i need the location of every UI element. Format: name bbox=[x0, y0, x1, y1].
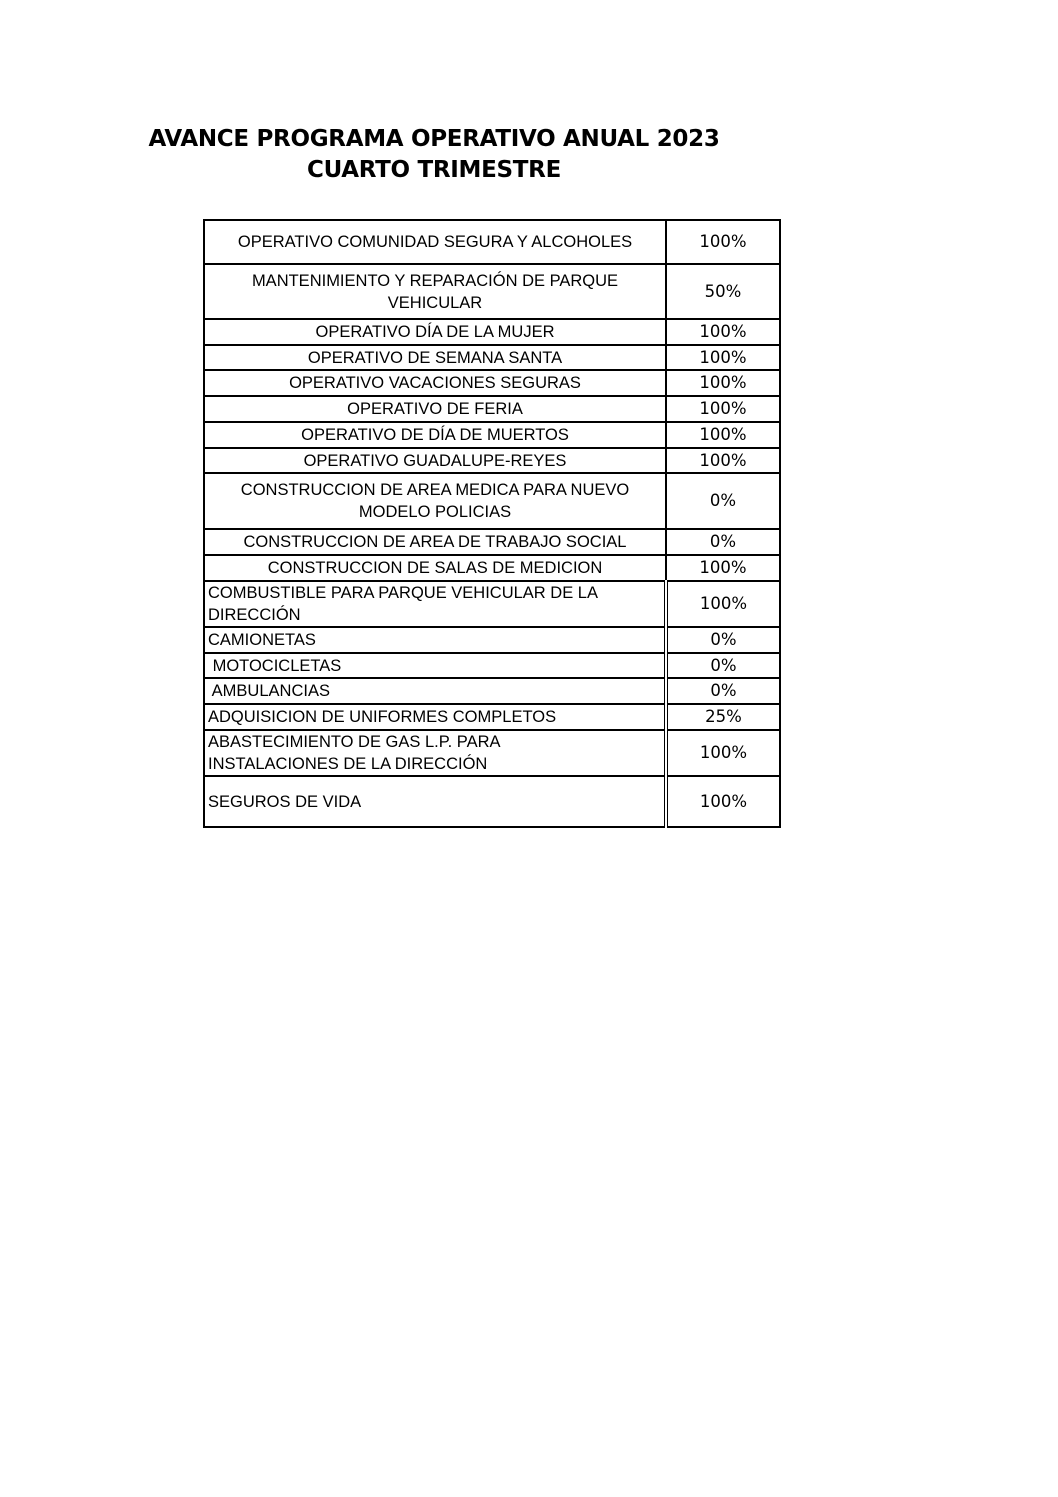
activity-cell: ADQUISICION DE UNIFORMES COMPLETOS bbox=[204, 704, 666, 730]
progress-cell: 100% bbox=[666, 220, 780, 264]
progress-cell: 50% bbox=[666, 264, 780, 319]
activity-cell: CAMIONETAS bbox=[204, 627, 666, 653]
table-row bbox=[204, 319, 780, 345]
table-row bbox=[204, 704, 780, 730]
table-row bbox=[204, 473, 780, 529]
progress-cell: 100% bbox=[666, 319, 780, 345]
table-row bbox=[204, 627, 780, 653]
activity-cell: CONSTRUCCION DE AREA MEDICA PARA NUEVO MODELO POLICIAS bbox=[204, 473, 666, 529]
table-row bbox=[204, 396, 780, 422]
table-row bbox=[204, 555, 780, 581]
table-row bbox=[204, 345, 780, 370]
progress-cell: 0% bbox=[666, 627, 780, 653]
table-row bbox=[204, 422, 780, 448]
activity-cell: SEGUROS DE VIDA bbox=[204, 776, 666, 827]
table-row bbox=[204, 581, 780, 627]
activity-cell: COMBUSTIBLE PARA PARQUE VEHICULAR DE LA DIRECCIÓN bbox=[204, 581, 666, 627]
table-row bbox=[204, 678, 780, 704]
activity-cell: OPERATIVO DE DÍA DE MUERTOS bbox=[204, 422, 666, 448]
table-row bbox=[204, 448, 780, 473]
progress-cell: 100% bbox=[666, 581, 780, 627]
progress-cell: 100% bbox=[666, 776, 780, 827]
activity-cell: CONSTRUCCION DE SALAS DE MEDICION bbox=[204, 555, 666, 581]
activity-cell: AMBULANCIAS bbox=[204, 678, 666, 704]
table-row bbox=[204, 264, 780, 319]
title-line-2: CUARTO TRIMESTRE bbox=[306, 157, 561, 183]
activity-cell: CONSTRUCCION DE AREA DE TRABAJO SOCIAL bbox=[204, 529, 666, 555]
activity-cell: OPERATIVO DE SEMANA SANTA bbox=[204, 345, 666, 370]
progress-cell: 100% bbox=[666, 555, 780, 581]
progress-cell: 0% bbox=[666, 678, 780, 704]
progress-table bbox=[203, 219, 781, 828]
progress-cell: 0% bbox=[666, 529, 780, 555]
progress-cell: 100% bbox=[666, 370, 780, 396]
progress-cell: 100% bbox=[666, 345, 780, 370]
progress-cell: 25% bbox=[666, 704, 780, 730]
progress-cell: 100% bbox=[666, 448, 780, 473]
table-row bbox=[204, 653, 780, 678]
activity-cell: OPERATIVO DE FERIA bbox=[204, 396, 666, 422]
progress-cell: 0% bbox=[666, 653, 780, 678]
table-row bbox=[204, 370, 780, 396]
page-title bbox=[0, 124, 868, 186]
activity-cell: OPERATIVO DÍA DE LA MUJER bbox=[204, 319, 666, 345]
table-row bbox=[204, 730, 780, 776]
activity-cell: OPERATIVO COMUNIDAD SEGURA Y ALCOHOLES bbox=[204, 220, 666, 264]
progress-cell: 100% bbox=[666, 730, 780, 776]
activity-cell: MOTOCICLETAS bbox=[204, 653, 666, 678]
activity-cell: OPERATIVO VACACIONES SEGURAS bbox=[204, 370, 666, 396]
title-line-1: AVANCE PROGRAMA OPERATIVO ANUAL 2023 bbox=[148, 126, 720, 152]
table-row bbox=[204, 776, 780, 827]
table-row bbox=[204, 220, 780, 264]
progress-cell: 100% bbox=[666, 396, 780, 422]
progress-cell: 0% bbox=[666, 473, 780, 529]
activity-cell: OPERATIVO GUADALUPE-REYES bbox=[204, 448, 666, 473]
activity-cell: ABASTECIMIENTO DE GAS L.P. PARA INSTALACIONES DE LA DIRECCIÓN bbox=[204, 730, 666, 776]
progress-cell: 100% bbox=[666, 422, 780, 448]
activity-cell: MANTENIMIENTO Y REPARACIÓN DE PARQUE VEHICULAR bbox=[204, 264, 666, 319]
table-row bbox=[204, 529, 780, 555]
